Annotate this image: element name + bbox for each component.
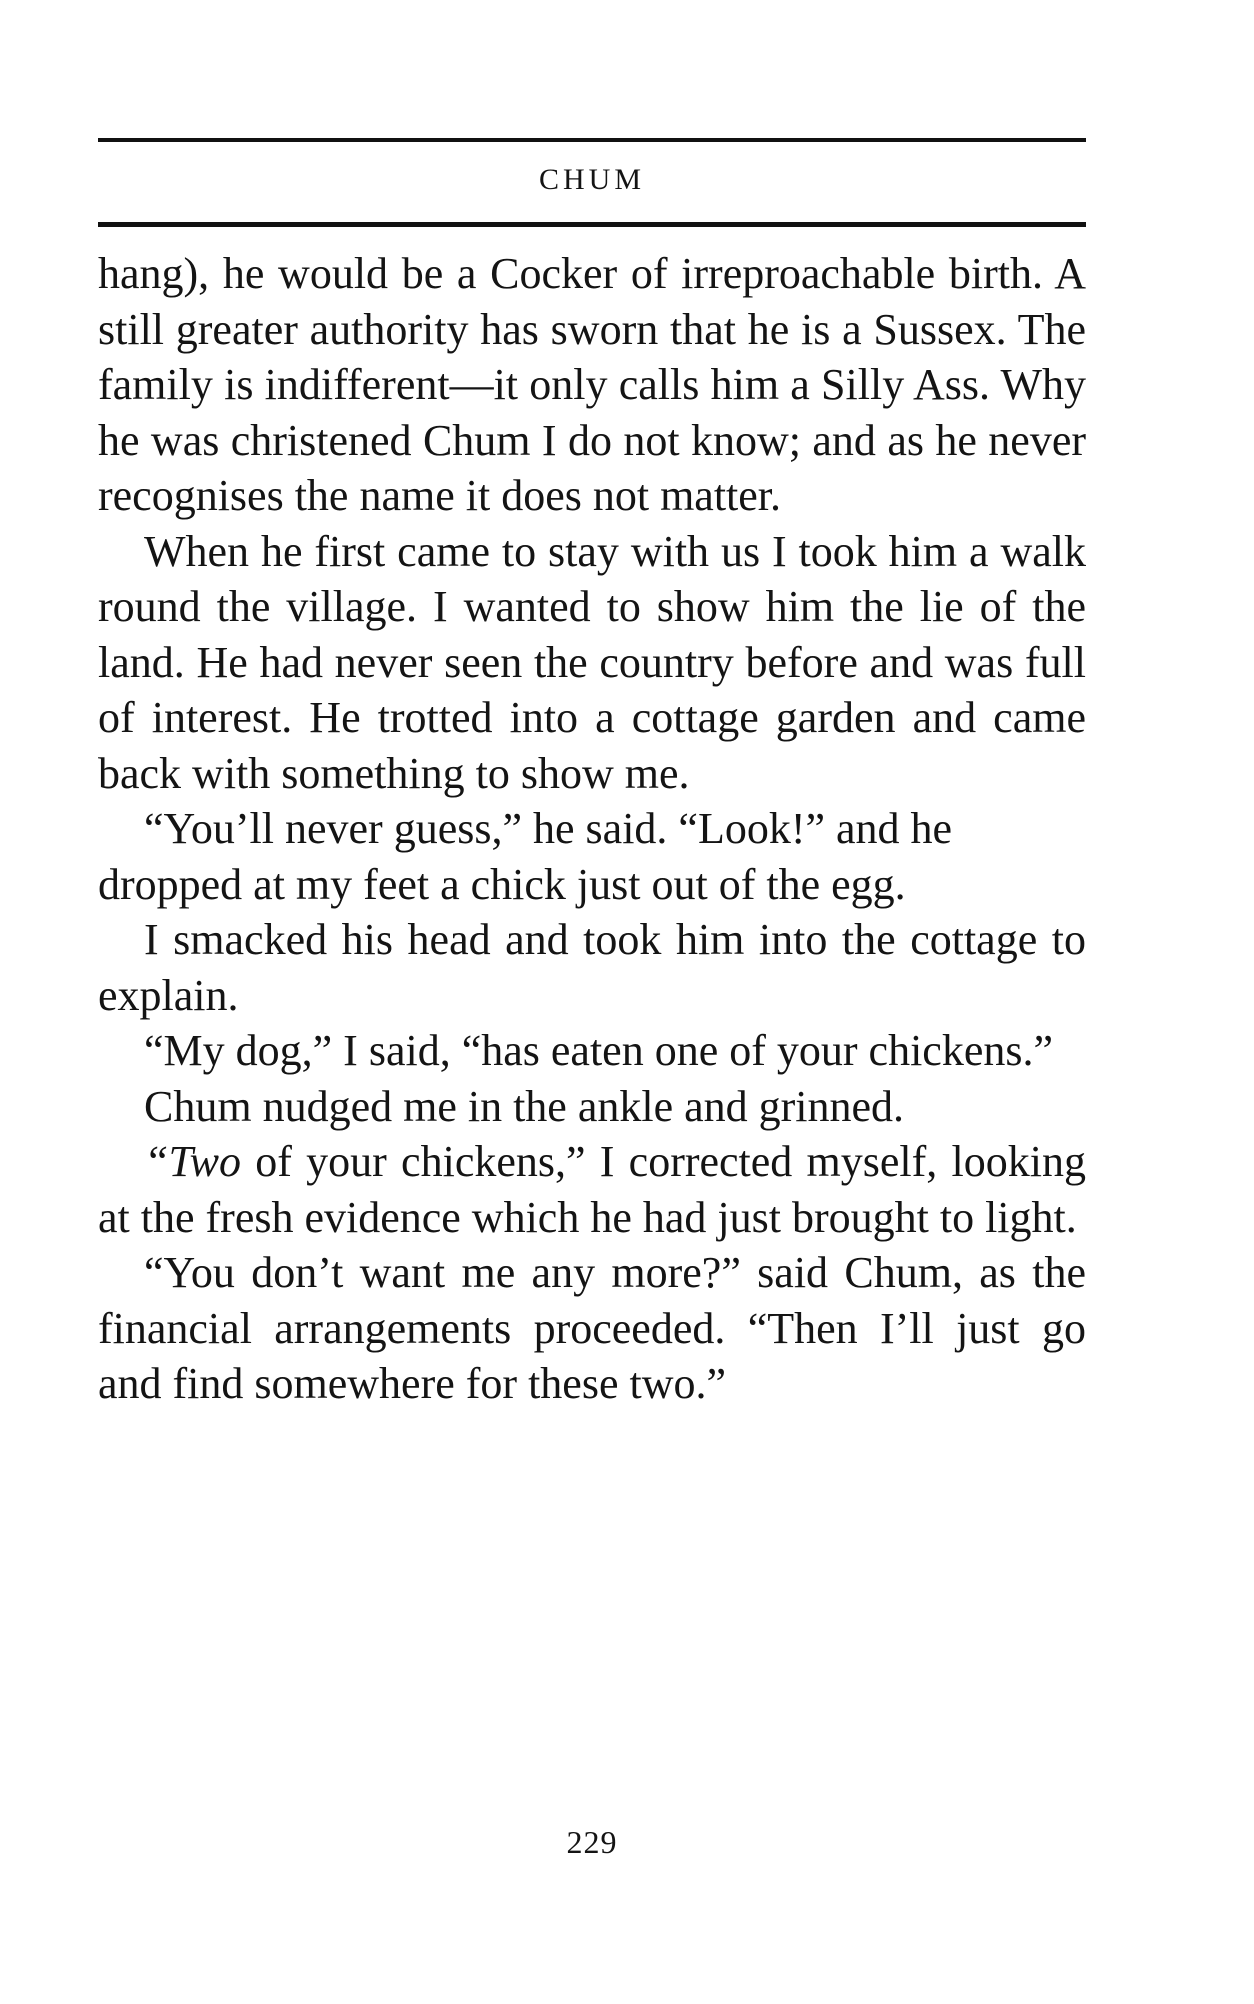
- header-top-rule: [98, 138, 1086, 142]
- paragraph: “You don’t want me any more?” said Chum, as the financial arrangements proceeded. “Then I’ll just go and find somewhere for these two.”: [98, 1248, 1086, 1408]
- running-head: CHUM: [538, 163, 645, 196]
- body-text: [98, 246, 1086, 1412]
- paragraph: [98, 1134, 1086, 1245]
- paragraph: When he first came to stay with us I took him a walk round the village. I wanted to show him the lie of the land. He had never seen the country before and was full of interest. He trotted into a cottage garden and came back with something to show me.: [98, 526, 1086, 798]
- paragraph: “My dog,” I said, “has eaten one of your chickens.”: [144, 1026, 1054, 1075]
- paragraph-text: of your chickens,” I corrected myself, looking at the fresh evidence which he had just brought to light.: [98, 1137, 1086, 1242]
- paragraph: “You’ll never guess,” he said. “Look!” and he dropped at my feet a chick just out of the egg.: [98, 804, 953, 909]
- paragraph: hang), he would be a Cocker of irreproachable birth. A still greater authority has sworn that he is a Sussex. The family is indifferent—it only calls him a Silly Ass. Why he was christened Chum I do not know; and as he never recognises the name it does not matter.: [98, 249, 1086, 520]
- page-number: 229: [566, 1824, 618, 1860]
- header-bottom-rule: [98, 222, 1086, 227]
- paragraph: I smacked his head and took him into the cottage to explain.: [98, 915, 1086, 1020]
- italic-emphasis: “Two: [144, 1137, 242, 1186]
- paragraph: Chum nudged me in the ankle and grinned.: [144, 1081, 905, 1131]
